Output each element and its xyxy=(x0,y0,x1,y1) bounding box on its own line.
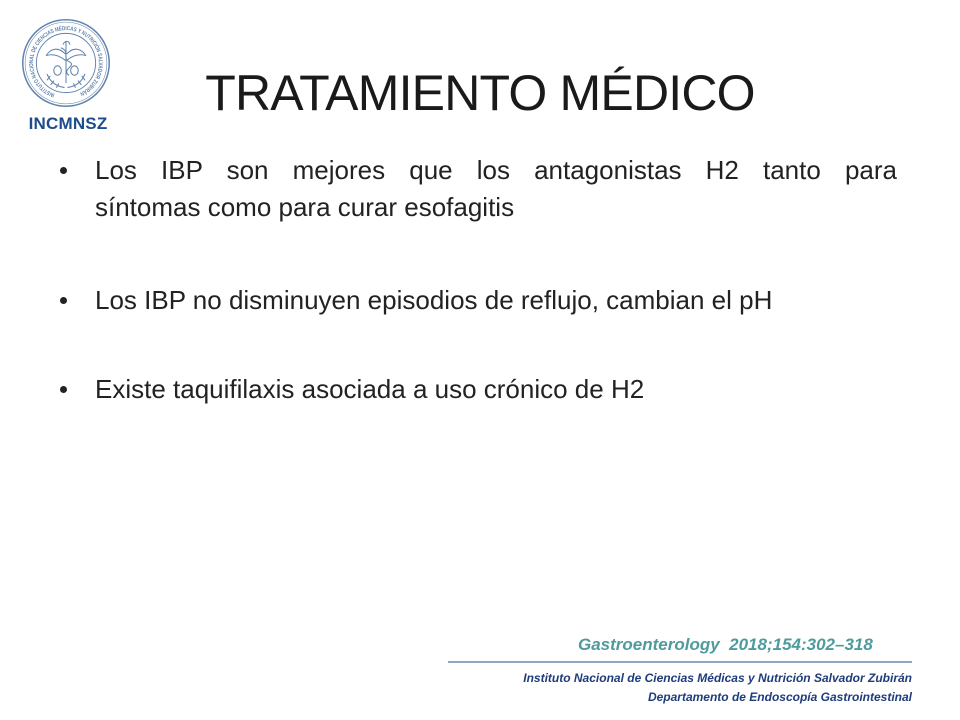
bullet-line: Existe taquifilaxis asociada a uso crónico de H2 xyxy=(95,374,645,404)
bullet-line: Los IBP son mejores que los antagonistas H2 tanto para xyxy=(95,155,897,185)
department-name: Departamento de Endoscopía Gastrointestinal xyxy=(647,690,912,704)
institution-name: Instituto Nacional de Ciencias Médicas y Nutrición Salvador Zubirán xyxy=(523,671,912,685)
emblem-left-wing xyxy=(46,49,65,60)
bullet-marker xyxy=(60,167,67,174)
bullet-line: Los IBP no disminuyen episodios de reflujo, cambian el pH xyxy=(95,285,773,315)
footer-divider xyxy=(448,661,912,663)
seal-text: INSTITUTO NACIONAL DE CIENCIAS MÉDICAS Y NUTRICIÓN SALVADOR ZUBIRÁN xyxy=(29,26,103,98)
bullet-marker xyxy=(60,386,67,393)
emblem-right-wing xyxy=(67,49,86,60)
institution-acronym: INCMNSZ xyxy=(28,114,108,133)
bullet-text xyxy=(95,152,897,226)
bullet-line: síntomas como para curar esofagitis xyxy=(95,192,515,222)
bullet-text xyxy=(95,282,897,319)
bullet-marker xyxy=(60,297,67,304)
bullet-text xyxy=(95,371,897,408)
slide-title: TRATAMIENTO MÉDICO xyxy=(205,65,755,121)
footer-institution-block xyxy=(523,669,912,707)
reference-citation: Gastroenterology 2018;154:302–318 xyxy=(578,635,873,654)
